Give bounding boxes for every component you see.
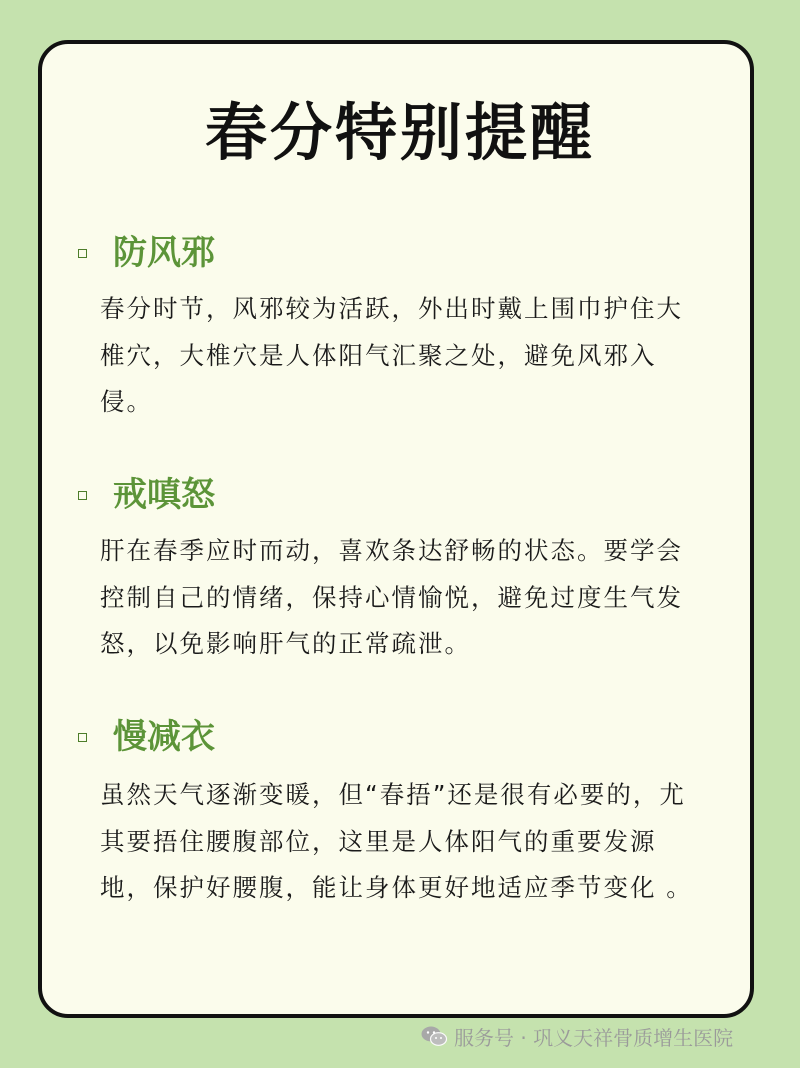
- section-body: 虽然天气逐渐变暖，但“春捂”还是很有必要的，尤其要捂住腰腹部位，这里是人体阳气的重要发源地，保护好腰腹，能让身体更好地适应季节变化 。: [100, 780, 693, 902]
- section-title: 慢减衣: [113, 717, 215, 757]
- wechat-icon: [420, 1024, 448, 1048]
- watermark-text: 服务号 · 巩义天祥骨质增生医院: [454, 1025, 734, 1050]
- section-header-fangfengxie: [78, 233, 215, 273]
- square-bullet-icon: [78, 491, 87, 500]
- section-header-jiechennu: [78, 475, 215, 515]
- square-bullet-icon: [78, 249, 87, 258]
- page-title: 春分特别提醒: [204, 96, 595, 169]
- section-body: 春分时节，风邪较为活跃，外出时戴上围巾护住大椎穴，大椎穴是人体阳气汇聚之处，避免风邪入侵。: [100, 294, 683, 416]
- section-title: 戒嗔怒: [113, 475, 215, 515]
- square-bullet-icon: [78, 733, 87, 742]
- section-body: 肝在春季应时而动，喜欢条达舒畅的状态。要学会控制自己的情绪，保持心情愉悦，避免过度生气发怒，以免影响肝气的正常疏泄。: [100, 536, 683, 658]
- section-header-manjianyi: [78, 717, 215, 757]
- section-title: 防风邪: [113, 233, 215, 273]
- watermark: [420, 1022, 733, 1050]
